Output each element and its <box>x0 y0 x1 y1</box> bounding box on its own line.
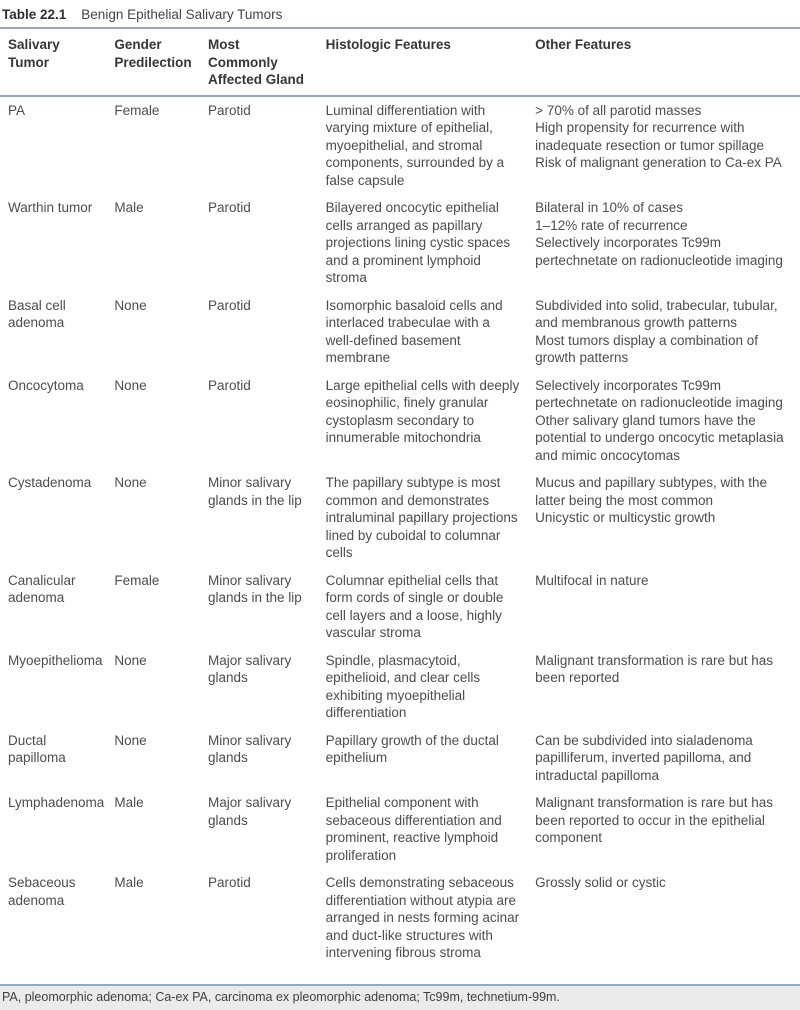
column-header-3: Histologic Features <box>326 29 536 96</box>
cell-tumor: Canalicular adenoma <box>8 572 76 605</box>
other-feature-line: Risk of malignant generation to Ca-ex PA <box>535 155 782 170</box>
cell-gender: Male <box>114 795 144 810</box>
table-row <box>0 647 800 727</box>
other-feature-line: Bilateral in 10% of cases <box>535 200 683 215</box>
cell-gland: Parotid <box>207 377 251 393</box>
column-header-0: Salivary Tumor <box>0 29 114 96</box>
salivary-tumor-table-container <box>0 27 800 967</box>
table-number: Table 22.1 <box>2 7 67 22</box>
cell-histologic: Luminal differentiation with varying mixture of epithelial, myoepithelial, and stromal components, surrounded by a false capsule <box>325 102 505 188</box>
cell-gender: None <box>114 475 147 490</box>
cell-other <box>535 869 800 967</box>
cell-gender: None <box>114 297 147 313</box>
other-feature-line: Selectively incorporates Tc99m pertechnetate on radionucleotide imaging <box>535 377 783 410</box>
table-row <box>0 194 800 292</box>
cell-gender: Male <box>114 200 144 215</box>
table-row <box>0 727 800 790</box>
cell-gender: None <box>114 652 147 668</box>
cell-other <box>535 469 800 567</box>
other-feature-line: Unicystic or multicystic growth <box>535 510 716 525</box>
cell-histologic: Cells demonstrating sebaceous differentiation without atypia are arranged in nests forming acinar and duct-like structures with intervening fibrous stroma <box>325 875 520 960</box>
cell-gender: Female <box>114 572 160 588</box>
cell-other <box>535 292 800 372</box>
column-header-4: Other Features <box>535 29 800 96</box>
column-header-1: Gender Predilection <box>114 29 208 96</box>
other-feature-line: > 70% of all parotid masses <box>535 102 702 118</box>
cell-tumor: Cystadenoma <box>8 475 92 490</box>
cell-tumor: Warthin tumor <box>8 200 93 215</box>
cell-histologic: Isomorphic basaloid cells and interlaced trabeculae with a well-defined basement membrane <box>325 297 503 365</box>
cell-tumor: Sebaceous adenoma <box>8 875 76 908</box>
cell-tumor: PA <box>8 102 26 118</box>
cell-other <box>535 647 800 727</box>
cell-histologic: The papillary subtype is most common and demonstrates intraluminal papillary projections lined by cuboidal to columnar cells <box>325 475 518 560</box>
other-feature-line: High propensity for recurrence with inadequate resection or tumor spillage <box>535 120 765 153</box>
cell-histologic: Spindle, plasmacytoid, epithelioid, and clear cells exhibiting myoepithelial differentiation <box>325 652 481 720</box>
cell-histologic: Epithelial component with sebaceous differentiation and prominent, reactive lymphoid proliferation <box>325 795 502 863</box>
table-row <box>0 292 800 372</box>
table-caption: Benign Epithelial Salivary Tumors <box>81 7 283 22</box>
table-row <box>0 96 800 195</box>
cell-gland: Major salivary glands <box>207 795 292 828</box>
cell-tumor: Myoepithelioma <box>8 652 103 668</box>
cell-histologic: Papillary growth of the ductal epithelium <box>325 732 499 765</box>
cell-tumor: Oncocytoma <box>8 377 84 393</box>
cell-gland: Minor salivary glands in the lip <box>207 572 302 605</box>
cell-gland: Parotid <box>207 875 251 890</box>
cell-gender: Male <box>114 875 144 890</box>
other-feature-line: Malignant transformation is rare but has been reported <box>535 652 774 685</box>
salivary-tumor-table <box>0 29 800 967</box>
cell-tumor: Ductal papilloma <box>8 732 66 765</box>
cell-other <box>535 789 800 869</box>
cell-gender: None <box>114 732 147 748</box>
other-feature-line: Can be subdivided into sialadenoma papilliferum, inverted papilloma, and intraductal papilloma <box>535 732 753 783</box>
cell-gland: Parotid <box>207 297 251 313</box>
cell-histologic: Large epithelial cells with deeply eosinophilic, finely granular cystoplasm secondary to innumerable mitochondria <box>325 377 520 445</box>
cell-other <box>535 96 800 195</box>
other-feature-line: 1–12% rate of recurrence <box>535 217 688 233</box>
cell-other <box>535 727 800 790</box>
table-row <box>0 372 800 470</box>
other-feature-line: Mucus and papillary subtypes, with the latter being the most common <box>535 475 768 508</box>
column-header-2: Most Commonly Affected Gland <box>208 29 326 96</box>
other-feature-line: Multifocal in nature <box>535 572 649 588</box>
cell-gender: None <box>114 377 147 393</box>
table-header <box>0 29 800 96</box>
table-row <box>0 789 800 869</box>
cell-other <box>535 194 800 292</box>
cell-gland: Minor salivary glands in the lip <box>207 475 302 508</box>
cell-histologic: Bilayered oncocytic epithelial cells arranged as papillary projections lining cystic spaces and a prominent lymphoid stroma <box>325 200 511 285</box>
cell-gland: Parotid <box>207 102 251 118</box>
table-footnote: PA, pleomorphic adenoma; Ca-ex PA, carcinoma ex pleomorphic adenoma; Tc99m, technetium-99m. <box>0 984 800 1010</box>
cell-gland: Parotid <box>207 200 251 215</box>
other-feature-line: Subdivided into solid, trabecular, tubular, and membranous growth patterns <box>535 297 778 330</box>
cell-gland: Major salivary glands <box>207 652 292 685</box>
table-row <box>0 567 800 647</box>
cell-tumor: Basal cell adenoma <box>8 297 66 330</box>
table-body <box>0 96 800 967</box>
other-feature-line: Other salivary gland tumors have the potential to undergo oncocytic metaplasia and mimic oncocytomas <box>535 412 784 463</box>
cell-other <box>535 567 800 647</box>
cell-gender: Female <box>114 102 160 118</box>
cell-other <box>535 372 800 470</box>
table-title <box>0 0 800 27</box>
other-feature-line: Malignant transformation is rare but has been reported to occur in the epithelial component <box>535 795 774 845</box>
cell-tumor: Lymphadenoma <box>8 795 105 810</box>
cell-gland: Minor salivary glands <box>207 732 292 765</box>
other-feature-line: Selectively incorporates Tc99m pertechnetate on radionucleotide imaging <box>535 235 783 268</box>
other-feature-line: Most tumors display a combination of growth patterns <box>535 332 759 365</box>
table-row <box>0 869 800 967</box>
other-feature-line: Grossly solid or cystic <box>535 875 666 890</box>
cell-histologic: Columnar epithelial cells that form cords of single or double cell layers and a loose, highly vascular stroma <box>325 572 504 640</box>
table-header-row <box>0 29 800 96</box>
table-row <box>0 469 800 567</box>
